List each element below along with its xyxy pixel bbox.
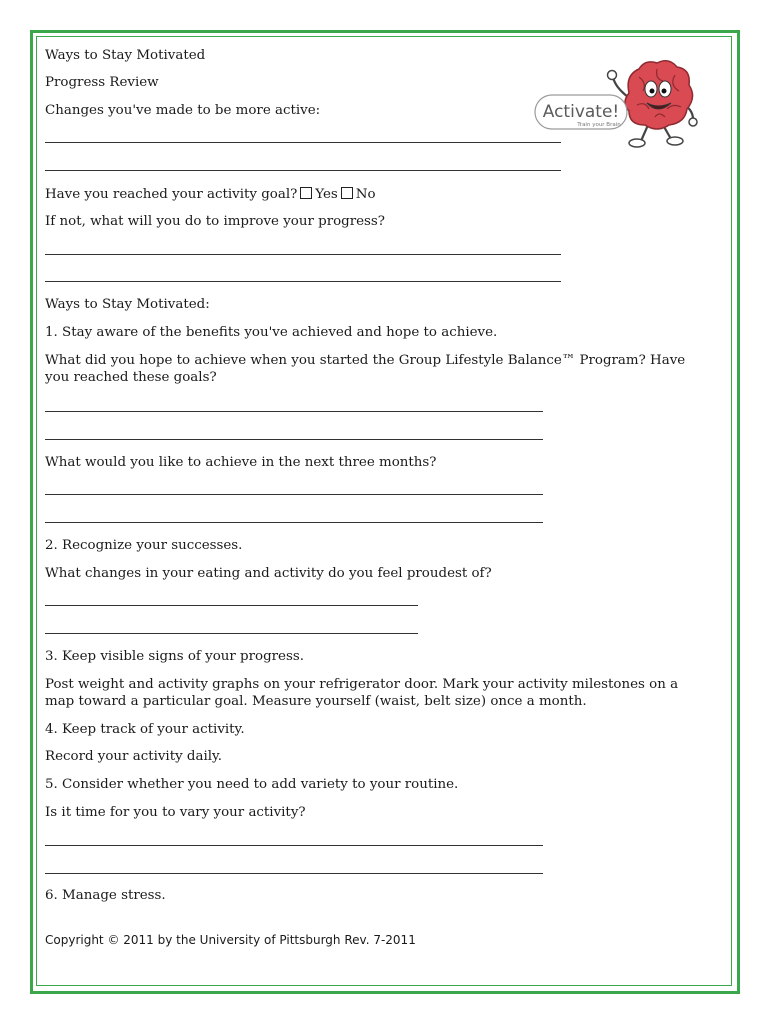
- ways-heading: Ways to Stay Motivated:: [45, 297, 210, 312]
- tip-2: 2. Recognize your successes.: [45, 538, 243, 553]
- answer-line[interactable]: [45, 142, 561, 143]
- tip-5: 5. Consider whether you need to add variety to your routine.: [45, 777, 459, 792]
- page-border-inner: [36, 36, 732, 986]
- option-no-label: No: [355, 187, 376, 202]
- activate-logo: [533, 55, 703, 150]
- question-changes: Changes you've made to be more active:: [45, 103, 321, 118]
- tip-1-question-2: What would you like to achieve in the next three months?: [45, 455, 437, 470]
- question-activity-goal: [45, 186, 376, 203]
- tip-3: 3. Keep visible signs of your progress.: [45, 649, 304, 664]
- answer-line[interactable]: [45, 439, 543, 440]
- logo-tagline: Train your Brain: [577, 122, 621, 128]
- answer-line[interactable]: [45, 281, 561, 282]
- checkbox-no[interactable]: [341, 187, 353, 199]
- tip-2-question: What changes in your eating and activity do you feel proudest of?: [45, 566, 492, 581]
- tip-1-question-1: What did you hope to achieve when you started the Group Lifestyle Balance™ Program? Have you reached these goals?: [45, 353, 686, 385]
- tip-1: 1. Stay aware of the benefits you've achieved and hope to achieve.: [45, 325, 498, 340]
- question-activity-goal-text: Have you reached your activity goal?: [45, 187, 298, 202]
- copyright-notice: Copyright © 2011 by the University of Pittsburgh Rev. 7-2011: [45, 933, 416, 947]
- answer-line[interactable]: [45, 522, 543, 523]
- answer-line[interactable]: [45, 411, 543, 412]
- tip-5-question: Is it time for you to vary your activity?: [45, 805, 306, 820]
- answer-line[interactable]: [45, 170, 561, 171]
- answer-line[interactable]: [45, 605, 418, 606]
- tip-3-body: Post weight and activity graphs on your refrigerator door. Mark your activity milestones on a map toward a particular goal. Measure yourself (waist, belt size) once a month.: [45, 677, 679, 709]
- answer-line[interactable]: [45, 494, 543, 495]
- answer-line[interactable]: [45, 873, 543, 874]
- tip-4-body: Record your activity daily.: [45, 749, 223, 764]
- section-progress-review: Progress Review: [45, 75, 159, 90]
- logo-wordmark: Activate!: [542, 102, 620, 122]
- tip-6: 6. Manage stress.: [45, 888, 166, 903]
- answer-line[interactable]: [45, 845, 543, 846]
- page-title: Ways to Stay Motivated: [45, 48, 206, 63]
- tip-4: 4. Keep track of your activity.: [45, 722, 245, 737]
- option-yes-label: Yes: [315, 187, 338, 202]
- checkbox-yes[interactable]: [300, 187, 312, 199]
- question-improve: If not, what will you do to improve your progress?: [45, 214, 385, 229]
- answer-line[interactable]: [45, 633, 418, 634]
- answer-line[interactable]: [45, 254, 561, 255]
